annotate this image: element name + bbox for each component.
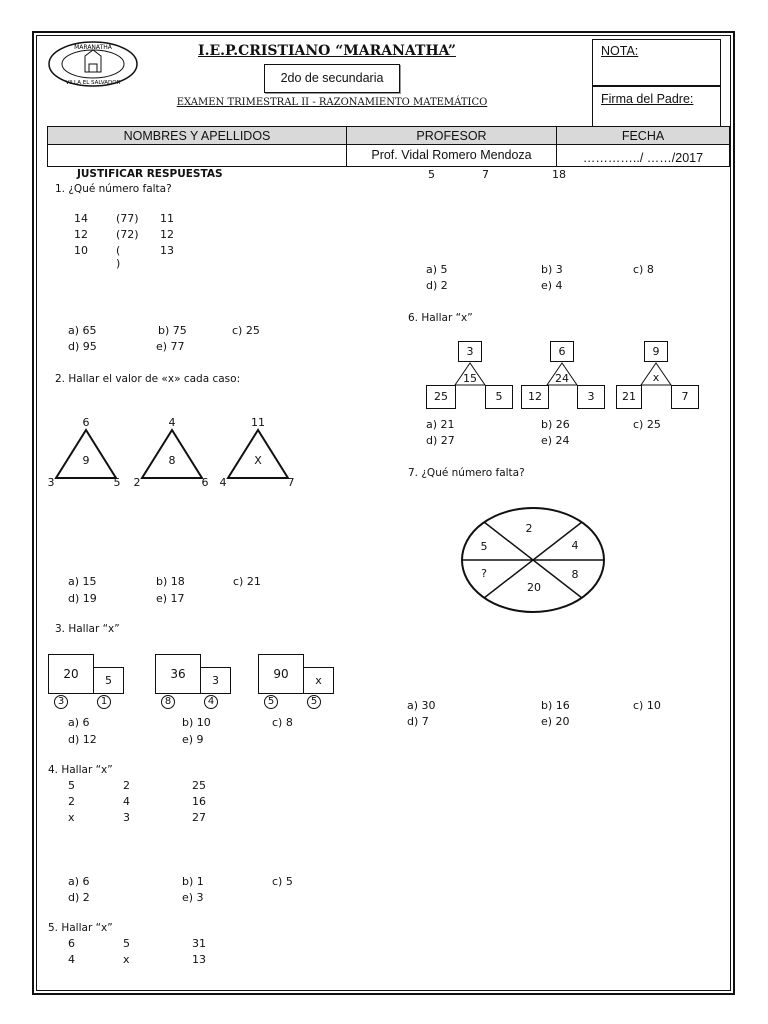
q4-title: 4. Hallar “x” bbox=[48, 764, 113, 776]
q5-option-c: c) 8 bbox=[633, 263, 654, 276]
q6-title: 6. Hallar “x” bbox=[408, 312, 473, 324]
q1-option-d: d) 95 bbox=[68, 340, 97, 353]
q1-option-e: e) 77 bbox=[156, 340, 185, 353]
q1-option-c: c) 25 bbox=[232, 324, 260, 337]
q4-number-grid: 5 2 25 2 4 16 x 3 27 bbox=[68, 779, 206, 824]
q5-title: 5. Hallar “x” bbox=[48, 922, 113, 934]
q1-option-a: a) 65 bbox=[68, 324, 97, 337]
q7-option-b: b) 16 bbox=[541, 699, 570, 712]
col-header-fecha: FECHA bbox=[556, 126, 730, 145]
q4-option-c: c) 5 bbox=[272, 875, 293, 888]
q7-title: 7. ¿Qué número falta? bbox=[408, 467, 525, 479]
q3-option-c: c) 8 bbox=[272, 716, 293, 729]
q3-title: 3. Hallar “x” bbox=[55, 623, 120, 635]
grade-box: 2do de secundaria bbox=[264, 64, 400, 93]
svg-text:MARANATHA: MARANATHA bbox=[74, 44, 112, 51]
fecha-field[interactable]: …………../ ……/2017 bbox=[556, 144, 730, 167]
q4-option-b: b) 1 bbox=[182, 875, 204, 888]
q3-option-b: b) 10 bbox=[182, 716, 211, 729]
nota-box bbox=[592, 39, 721, 86]
exam-title: EXAMEN TRIMESTRAL II - RAZONAMIENTO MATEMÁTICO bbox=[176, 97, 488, 108]
q6-group-2: 6 24 12 3 bbox=[518, 341, 608, 409]
col-header-nombres: NOMBRES Y APELLIDOS bbox=[47, 126, 347, 145]
q5-option-e: e) 4 bbox=[541, 279, 563, 292]
q7-sector-lower-left: ? bbox=[481, 567, 487, 580]
q5-option-d: d) 2 bbox=[426, 279, 448, 292]
q4-option-a: a) 6 bbox=[68, 875, 90, 888]
q7-option-c: c) 10 bbox=[633, 699, 661, 712]
q7-sector-top: 2 bbox=[525, 522, 533, 535]
q6-option-d: d) 27 bbox=[426, 434, 455, 447]
school-logo bbox=[47, 40, 139, 88]
q7-circle-figure bbox=[460, 506, 606, 614]
q5-number-grid: 6 5 31 4 x 13 bbox=[68, 937, 206, 966]
q6-option-c: c) 25 bbox=[633, 418, 661, 431]
q2-option-e: e) 17 bbox=[156, 592, 185, 605]
q3-option-d: d) 12 bbox=[68, 733, 97, 746]
q3-group-3: 90 x 5 5 bbox=[258, 654, 338, 708]
q2-option-d: d) 19 bbox=[68, 592, 97, 605]
q4-option-d: d) 2 bbox=[68, 891, 90, 904]
q6-option-e: e) 24 bbox=[541, 434, 570, 447]
q1-option-b: b) 75 bbox=[158, 324, 187, 337]
q2-option-a: a) 15 bbox=[68, 575, 97, 588]
q3-option-a: a) 6 bbox=[68, 716, 90, 729]
q7-sector-upper-right: 4 bbox=[571, 539, 579, 552]
q7-sector-upper-left: 5 bbox=[480, 540, 488, 553]
q6-group-3: 9 x 21 7 bbox=[612, 341, 702, 409]
q7-option-d: d) 7 bbox=[407, 715, 429, 728]
nombres-field[interactable] bbox=[47, 144, 347, 167]
firma-box bbox=[592, 86, 721, 128]
q6-option-a: a) 21 bbox=[426, 418, 455, 431]
q5-option-b: b) 3 bbox=[541, 263, 563, 276]
q4-option-e: e) 3 bbox=[182, 891, 204, 904]
q2-option-b: b) 18 bbox=[156, 575, 185, 588]
q6-option-b: b) 26 bbox=[541, 418, 570, 431]
q1-title: 1. ¿Qué número falta? bbox=[55, 183, 172, 195]
profesor-value: Prof. Vidal Romero Mendoza bbox=[346, 144, 557, 167]
svg-text:VILLA EL SALVADOR: VILLA EL SALVADOR bbox=[65, 80, 121, 86]
nota-label: NOTA: bbox=[601, 44, 639, 58]
q2-triangle-2: 4 8 2 6 bbox=[133, 416, 209, 489]
firma-label: Firma del Padre: bbox=[601, 92, 694, 106]
school-name: I.E.P.CRISTIANO “MARANATHA” bbox=[198, 43, 456, 59]
q7-option-a: a) 30 bbox=[407, 699, 436, 712]
q2-triangle-1: 6 9 3 5 bbox=[47, 416, 121, 489]
q2-triangle-3: 11 X 4 7 bbox=[219, 416, 295, 489]
q3-option-e: e) 9 bbox=[182, 733, 204, 746]
instructions: JUSTIFICAR RESPUESTAS bbox=[77, 168, 223, 180]
q5-option-a: a) 5 bbox=[426, 263, 448, 276]
q3-group-2: 36 3 8 4 bbox=[155, 654, 235, 708]
q7-option-e: e) 20 bbox=[541, 715, 570, 728]
q6-group-1: 3 15 25 5 bbox=[426, 341, 516, 409]
q7-sector-bottom: 20 bbox=[527, 581, 541, 594]
q7-sector-lower-right: 8 bbox=[571, 568, 579, 581]
col-header-profesor: PROFESOR bbox=[346, 126, 557, 145]
q3-group-1: 20 5 3 1 bbox=[48, 654, 128, 708]
q2-title: 2. Hallar el valor de «x» cada caso: bbox=[55, 373, 241, 385]
q2-option-c: c) 21 bbox=[233, 575, 261, 588]
